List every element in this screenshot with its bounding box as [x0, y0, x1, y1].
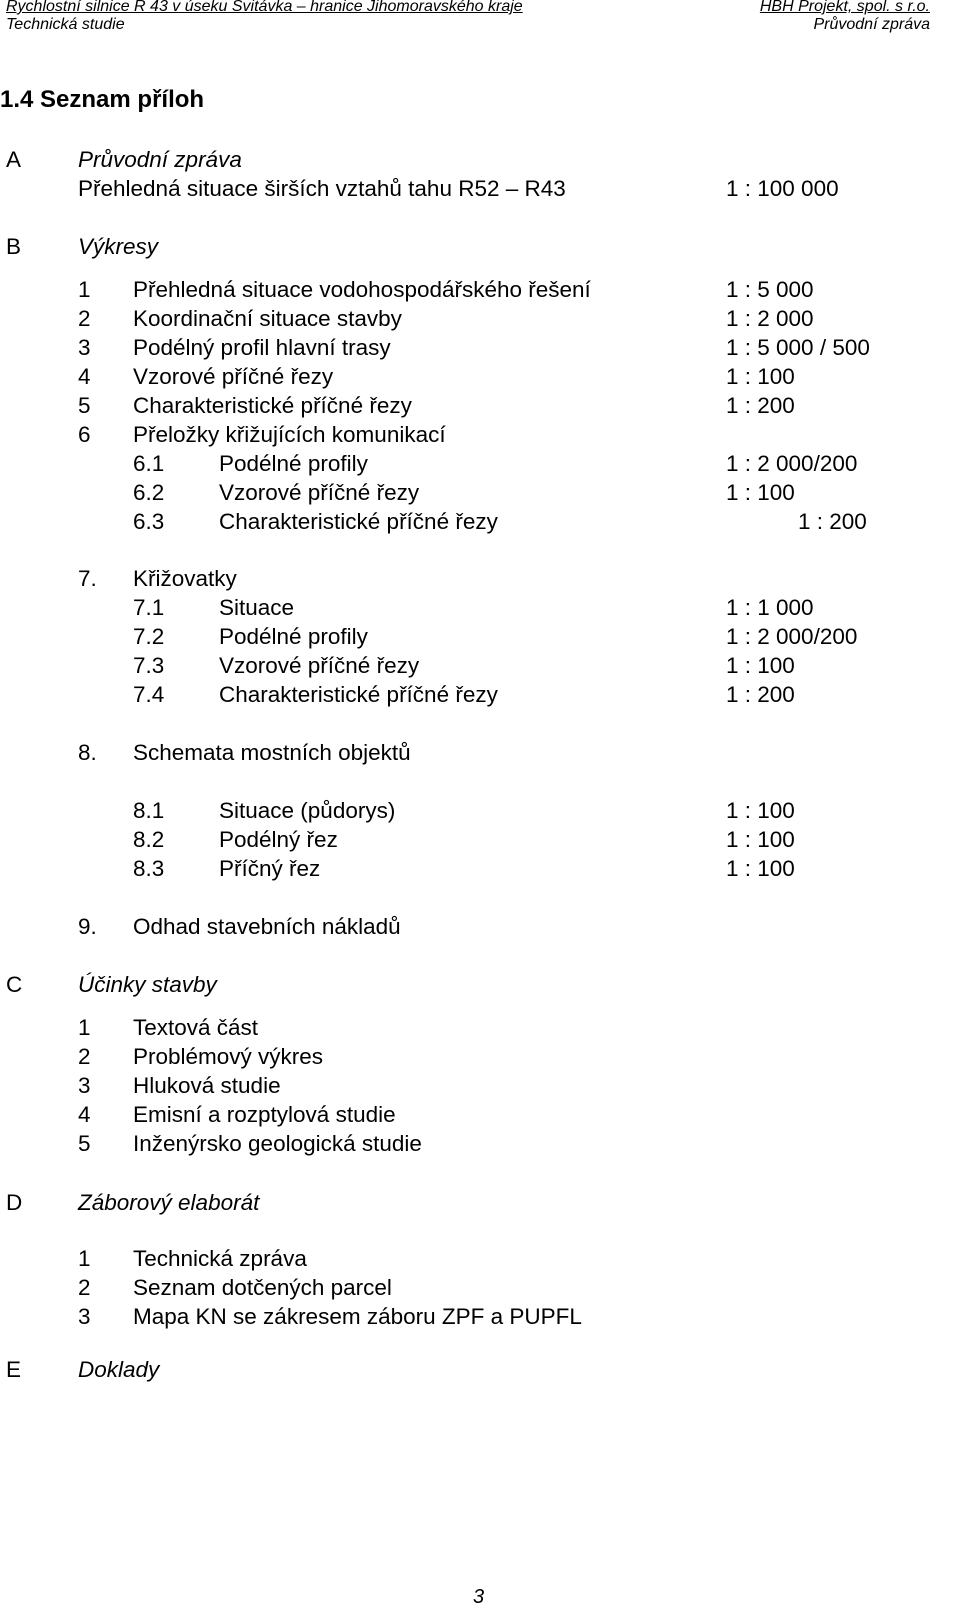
- section-letter-a: A: [6, 147, 22, 172]
- list-item-label: Emisní a rozptylová studie: [133, 1102, 396, 1127]
- list-item-number: 7.: [78, 566, 97, 591]
- list-item-label: Hluková studie: [133, 1073, 281, 1098]
- sub-item-scale: 1 : 2 000/200: [726, 624, 858, 649]
- sub-item-label: Podélný řez: [219, 827, 338, 852]
- sub-item-scale: 1 : 1 000: [726, 595, 814, 620]
- sub-item-number: 7.3: [133, 653, 165, 678]
- sub-item-label: Příčný řez: [219, 856, 321, 881]
- list-item-scale: 1 : 200: [726, 393, 795, 418]
- sub-item-number: 6.3: [133, 509, 165, 534]
- sub-item-scale: 1 : 200: [726, 682, 795, 707]
- list-item-number: 4: [78, 364, 91, 389]
- list-item-label: Problémový výkres: [133, 1044, 324, 1069]
- sub-item-scale: 1 : 100: [726, 653, 795, 678]
- sub-item-number: 8.2: [133, 827, 165, 852]
- list-item-number: 1: [78, 1246, 91, 1271]
- list-item-number: 5: [78, 1131, 91, 1156]
- sub-item-scale: 1 : 100: [726, 480, 795, 505]
- header-doc-type: Technická studie: [6, 16, 125, 33]
- sub-item-number: 8.3: [133, 856, 165, 881]
- list-item-number: 4: [78, 1102, 91, 1127]
- list-item-label: Přeložky křižujících komunikací: [133, 422, 446, 447]
- sub-item-number: 6.1: [133, 451, 165, 476]
- section-letter-c: C: [6, 972, 23, 997]
- list-item-label: Přehledná situace vodohospodářského řešení: [133, 277, 591, 302]
- section-title-b: Výkresy: [78, 234, 159, 259]
- sub-item-scale: 1 : 2 000/200: [726, 451, 858, 476]
- list-item-label: Vzorové příčné řezy: [133, 364, 334, 389]
- list-item-label: Textová část: [133, 1015, 259, 1040]
- header-company: HBH Projekt, spol. s r.o.: [759, 0, 930, 15]
- sub-item-label: Vzorové příčné řezy: [219, 480, 420, 505]
- section-a-item-label: Přehledná situace širších vztahů tahu R52 – R43: [78, 176, 566, 201]
- section-letter-b: B: [6, 234, 22, 259]
- sub-item-label: Charakteristické příčné řezy: [219, 682, 498, 707]
- list-item-label: Podélný profil hlavní trasy: [133, 335, 391, 360]
- list-item-scale: 1 : 5 000: [726, 277, 814, 302]
- list-item-number: 2: [78, 1275, 91, 1300]
- list-item-number: 2: [78, 1044, 91, 1069]
- section-letter-d: D: [6, 1190, 23, 1215]
- section-a-item-scale: 1 : 100 000: [726, 176, 839, 201]
- list-item-number: 1: [78, 1015, 91, 1040]
- list-item-scale: 1 : 5 000 / 500: [726, 335, 870, 360]
- list-item-number: 5: [78, 393, 91, 418]
- section-letter-e: E: [6, 1357, 22, 1382]
- list-item-number: 3: [78, 1073, 91, 1098]
- section-title-a: Průvodní zpráva: [78, 147, 242, 172]
- list-item-number: 8.: [78, 740, 97, 765]
- sub-item-label: Situace: [219, 595, 295, 620]
- list-item-label: Technická zpráva: [133, 1246, 307, 1271]
- list-item-label: Odhad stavebních nákladů: [133, 914, 401, 939]
- sub-item-label: Vzorové příčné řezy: [219, 653, 420, 678]
- list-item-number: 3: [78, 335, 91, 360]
- list-item-scale: 1 : 2 000: [726, 306, 814, 331]
- sub-item-number: 7.1: [133, 595, 165, 620]
- sub-item-label: Situace (půdorys): [219, 798, 396, 823]
- sub-item-number: 8.1: [133, 798, 165, 823]
- sub-item-number: 7.4: [133, 682, 165, 707]
- list-item-scale: 1 : 100: [726, 364, 795, 389]
- list-item-number: 1: [78, 277, 91, 302]
- list-item-number: 2: [78, 306, 91, 331]
- sub-item-scale: 1 : 100: [726, 798, 795, 823]
- list-item-label: Inženýrsko geologická studie: [133, 1131, 422, 1156]
- list-item-number: 9.: [78, 914, 97, 939]
- page-number: 3: [473, 1586, 485, 1608]
- sub-item-scale: 1 : 200: [798, 509, 867, 534]
- section-title-c: Účinky stavby: [78, 972, 217, 997]
- list-item-number: 6: [78, 422, 91, 447]
- sub-item-label: Podélné profily: [219, 624, 368, 649]
- section-title-e: Doklady: [78, 1357, 160, 1382]
- sub-item-number: 7.2: [133, 624, 165, 649]
- list-item-label: Schemata mostních objektů: [133, 740, 411, 765]
- sub-item-label: Podélné profily: [219, 451, 368, 476]
- list-item-label: Koordinační situace stavby: [133, 306, 402, 331]
- list-item-label: Seznam dotčených parcel: [133, 1275, 392, 1300]
- list-item-label: Mapa KN se zákresem záboru ZPF a PUPFL: [133, 1304, 582, 1329]
- sub-item-label: Charakteristické příčné řezy: [219, 509, 498, 534]
- list-item-label: Křižovatky: [133, 566, 237, 591]
- sub-item-scale: 1 : 100: [726, 856, 795, 881]
- page-heading: 1.4 Seznam příloh: [0, 86, 205, 113]
- list-item-label: Charakteristické příčné řezy: [133, 393, 412, 418]
- header-section-name: Průvodní zpráva: [813, 16, 930, 33]
- list-item-number: 3: [78, 1304, 91, 1329]
- sub-item-scale: 1 : 100: [726, 827, 795, 852]
- header-project-title: Rychlostní silnice R 43 v úseku Svitávka – hranice Jihomoravského kraje: [6, 0, 523, 15]
- sub-item-number: 6.2: [133, 480, 165, 505]
- section-title-d: Záborový elaborát: [78, 1190, 260, 1215]
